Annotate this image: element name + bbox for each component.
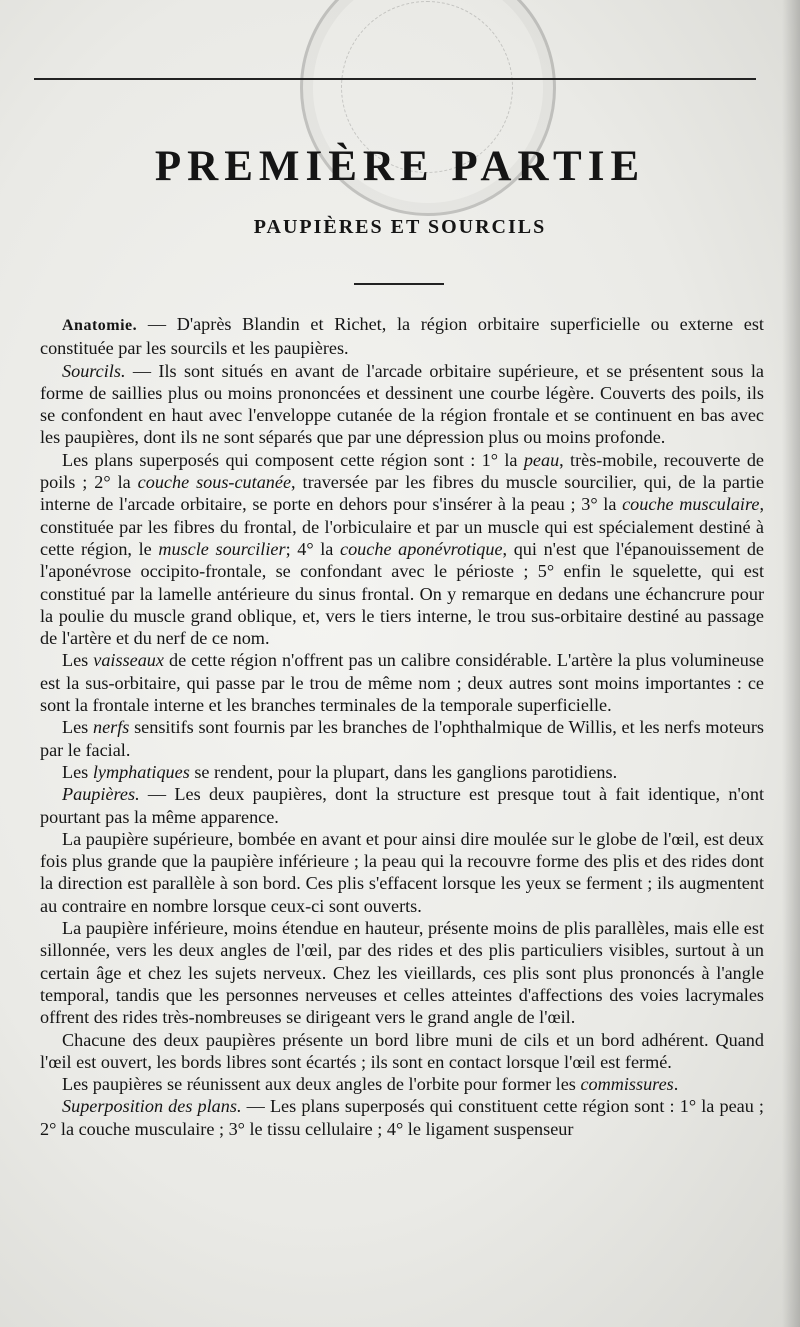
paragraph: La paupière inférieure, moins étendue en hauteur, présente moins de plis parallèles, mais elle est sillonnée, vers les deux angles de l'œil, par des rides et des plis particuliers visibles, surtout à un certain âge et chez les sujets nerveux. Chez les vieillards, ces plis sont plus prononcés à l'angle temporal, tandis que les personnes nerveuses et celles atteintes d'affections des voies lacrymales offrent des rides très-nombreuses se dirigeant vers le grand angle de l'œil. xyxy=(40,918,764,1028)
paragraph-lead: Paupières. xyxy=(62,784,140,805)
italic-term: couche aponévrotique xyxy=(340,538,503,559)
italic-term: vaisseaux xyxy=(93,650,164,671)
text-run: , traversée par les fibres du muscle sourcilier, qui, de la partie interne de l'arcade orbitaire, se porte en dehors pour s'insérer à la peau ; 3° la xyxy=(40,472,765,515)
italic-term: lymphatiques xyxy=(92,761,190,782)
text-run: Les paupières se réunissent aux deux angles de l'orbite pour former les xyxy=(62,1074,581,1095)
paragraph xyxy=(40,313,764,360)
part-title: PREMIÈRE PARTIE xyxy=(154,143,646,190)
paragraph xyxy=(40,449,764,650)
paragraph: La paupière supérieure, bombée en avant et pour ainsi dire moulée sur le globe de l'œil, est deux fois plus grande que la paupière inférieure ; la peau qui la recouvre forme des plis et des rides dont la direction est parallèle à son bord. Ces plis s'effacent lorsque les yeux se ferment ; ils augmentent au contraire en nombre lorsque ceux-ci sont ouverts. xyxy=(40,828,764,916)
paragraph-lead: Sourcils. xyxy=(62,360,126,381)
italic-term: nerfs xyxy=(93,717,130,738)
text-run: de cette région n'offrent pas un calibre considérable. L'artère la plus volumineuse est la sus-orbitaire, qui passe par le trou de même nom ; deux autres sont moins importantes : ce sont la frontale interne et les branches terminales de la temporale superficielle. xyxy=(40,650,764,716)
text-run: se rendent, pour la plupart, dans les ganglions parotidiens. xyxy=(189,761,618,782)
paragraph xyxy=(40,716,764,761)
paragraph xyxy=(40,649,764,716)
paragraph xyxy=(40,761,764,783)
title-divider xyxy=(354,283,444,285)
paragraph-lead: Anatomie. xyxy=(62,317,138,334)
paragraph xyxy=(40,1073,764,1095)
paragraph-text: — Les plans superposés qui constituent cette région sont : 1° la peau ; 2° la couche musculaire ; 3° le tissu cellulaire ; 4° le ligament suspenseur xyxy=(40,1096,764,1139)
text-run: , qui n'est que l'épanouissement de l'aponévrose occipito-frontale, se confondant avec le périoste ; 5° enfin le squelette, qui est constitué par la lamelle antérieure du sinus frontal. On y remarque en dedans une échancrure pour la poulie du muscle grand oblique, et, vers le tiers interne, le trou sus-orbitaire destiné au passage de l'artère et du nerf de ce nom. xyxy=(40,538,764,649)
paragraph: Chacune des deux paupières présente un bord libre muni de cils et un bord adhérent. Quand l'œil est ouvert, les bords libres sont écartés ; ils sont en contact lorsque l'œil est fermé. xyxy=(40,1029,764,1072)
section-title: PAUPIÈRES ET SOURCILS xyxy=(253,216,547,238)
italic-term: muscle sourcilier xyxy=(158,538,286,559)
paragraph-text: — D'après Blandin et Richet, la région orbitaire superficielle ou externe est constituée par les sourcils et les paupières. xyxy=(40,314,764,359)
text-run: Les plans superposés qui composent cette région sont : 1° la xyxy=(62,449,524,470)
text-run: ; 4° la xyxy=(285,538,341,559)
paragraph-lead: Superposition des plans. xyxy=(62,1096,242,1117)
text-run: Les xyxy=(62,650,94,671)
text-run: . xyxy=(673,1074,679,1095)
paragraph xyxy=(40,1095,764,1140)
top-rule xyxy=(34,78,756,80)
text-run: Les xyxy=(62,717,93,738)
italic-term: commissures xyxy=(580,1074,674,1095)
body-text xyxy=(40,313,764,1140)
italic-term: peau xyxy=(523,449,560,470)
text-run: Les xyxy=(62,761,93,782)
text-run: , constituée par les fibres du frontal, de l'orbiculaire et par un muscle qui est spécialement destiné à cette région, le xyxy=(40,494,764,559)
italic-term: couche sous-cutanée xyxy=(137,472,292,493)
text-run: , très-mobile, recouverte de poils ; 2° la xyxy=(40,449,764,493)
text-run: sensitifs sont fournis par les branches de l'ophthalmique de Willis, et les nerfs moteurs par le facial. xyxy=(40,717,765,760)
paragraph xyxy=(40,360,764,449)
paragraph-text: — Ils sont situés en avant de l'arcade orbitaire supérieure, et se présentent sous la forme de saillies plus ou moins prononcées et dessinent une courbe légère. Couverts des poils, ils se confondent en haut avec l'enveloppe cutanée de la région frontale et se continuent en bas avec les paupières, dont ils ne sont séparés que par une dépression plus ou moins profonde. xyxy=(40,360,764,448)
paragraph xyxy=(40,783,764,828)
italic-term: couche musculaire xyxy=(622,494,760,515)
paragraph-text: — Les deux paupières, dont la structure est presque tout à fait identique, n'ont pourtant pas la même apparence. xyxy=(40,784,764,827)
